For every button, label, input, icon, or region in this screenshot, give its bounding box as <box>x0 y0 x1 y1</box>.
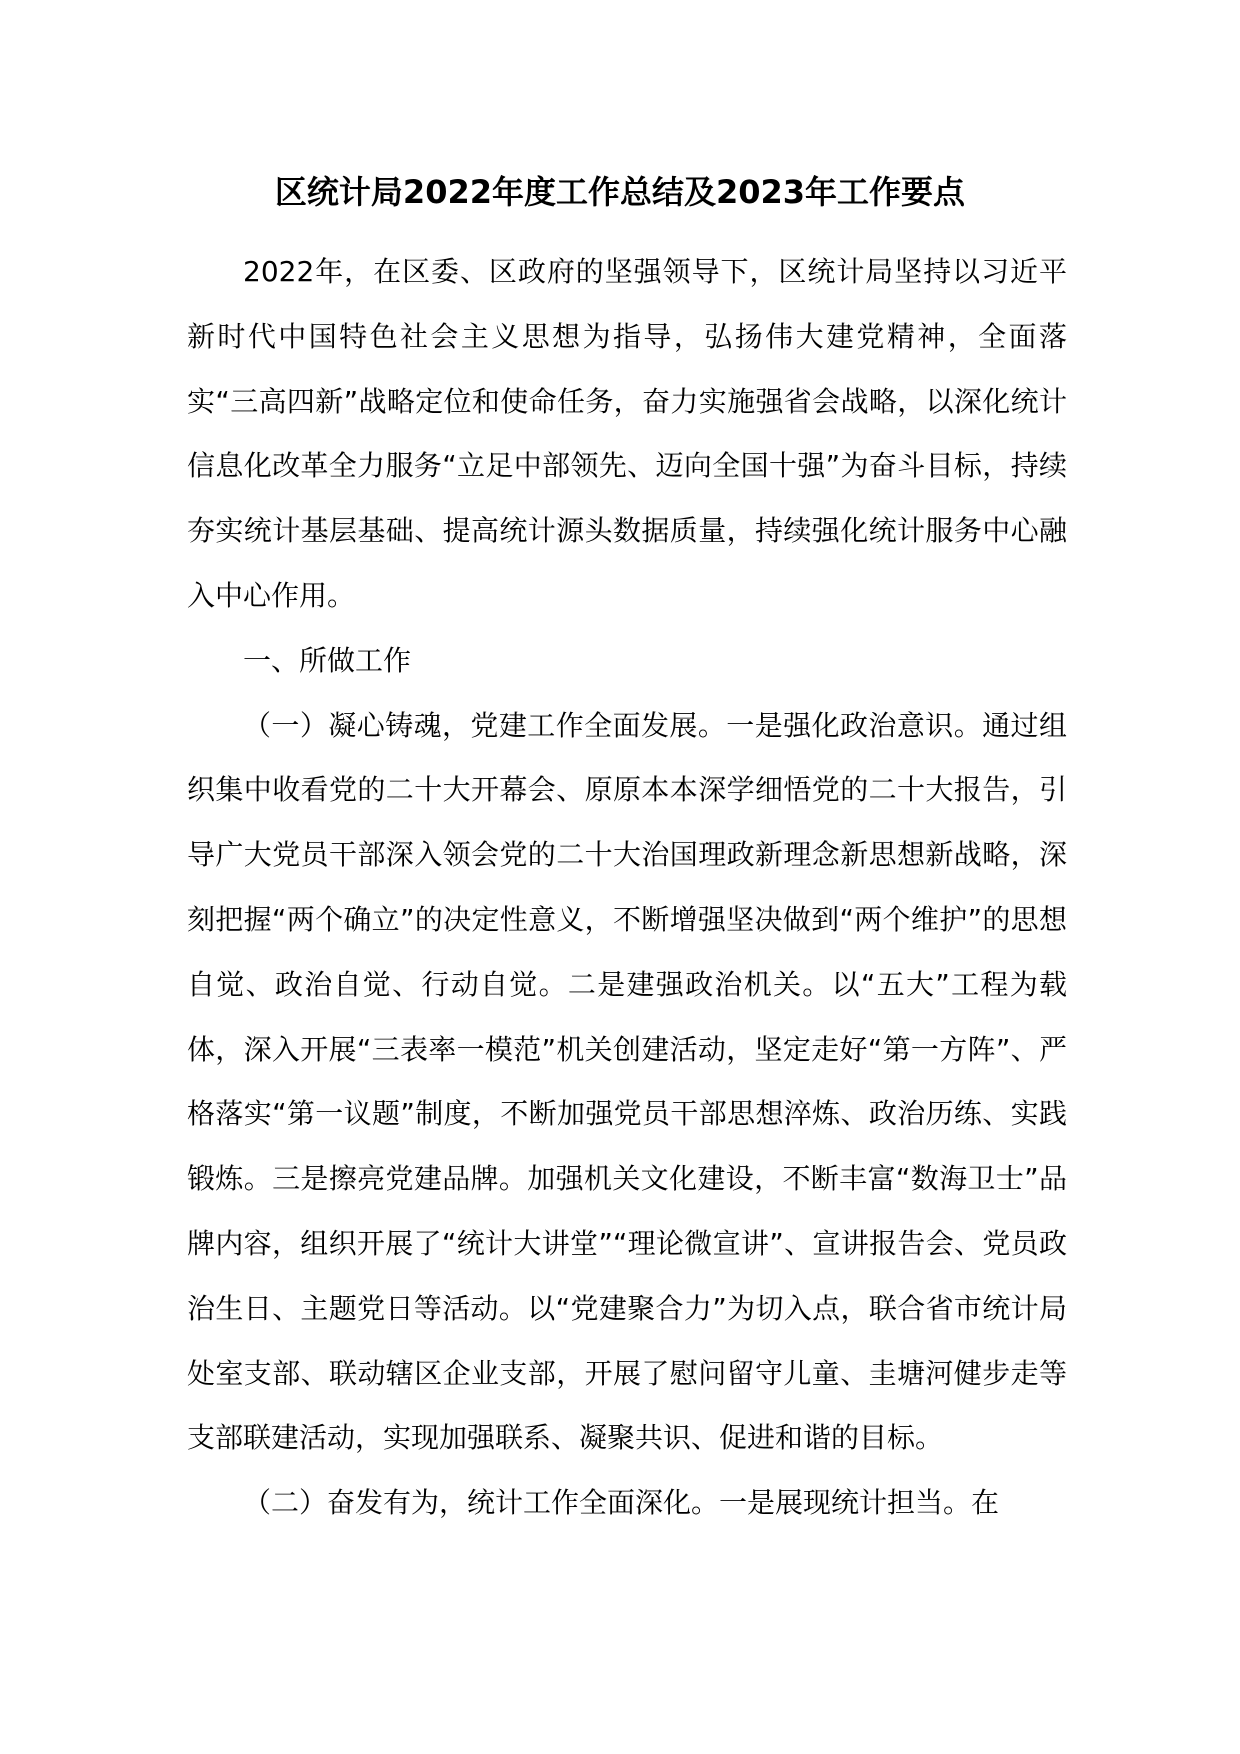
document-body <box>187 240 1067 1536</box>
paragraph-statistics-work: （二）奋发有为，统计工作全面深化。一是展现统计担当。在 <box>243 1486 1000 1520</box>
section-heading-work-done: 一、所做工作 <box>243 643 412 677</box>
document-title: 区统计局2022年度工作总结及2023年工作要点 <box>274 173 966 211</box>
paragraph-intro: 2022年，在区委、区政府的坚强领导下，区统计局坚持以习近平新时代中国特色社会主义思想为指导，弘扬伟大建党精神，全面落实“三高四新”战略定位和使命任务，奋力实施强省会战略，以深化统计信息化改革全力服务“立足中部领先、迈向全国十强”为奋斗目标，持续夯实统计基层基础、提高统计源头数据质量，持续强化统计服务中心融入中心作用。 <box>187 255 1067 612</box>
paragraph-party-building: （一）凝心铸魂，党建工作全面发展。一是强化政治意识。通过组织集中收看党的二十大开幕会、原原本本深学细悟党的二十大报告，引导广大党员干部深入领会党的二十大治国理政新理念新思想新战略，深刻把握“两个确立”的决定性意义，不断增强坚决做到“两个维护”的思想自觉、政治自觉、行动自觉。二是建强政治机关。以“五大”工程为载体，深入开展“三表率一模范”机关创建活动，坚定走好“第一方阵”、严格落实“第一议题”制度，不断加强党员干部思想淬炼、政治历练、实践锻炼。三是擦亮党建品牌。加强机关文化建设，不断丰富“数海卫士”品牌内容，组织开展了“统计大讲堂”“理论微宣讲”、宣讲报告会、党员政治生日、主题党日等活动。以“党建聚合力”为切入点，联合省市统计局处室支部、联动辖区企业支部，开展了慰问留守儿童、圭塘河健步走等支部联建活动，实现加强联系、凝聚共识、促进和谐的目标。 <box>187 708 1067 1455</box>
